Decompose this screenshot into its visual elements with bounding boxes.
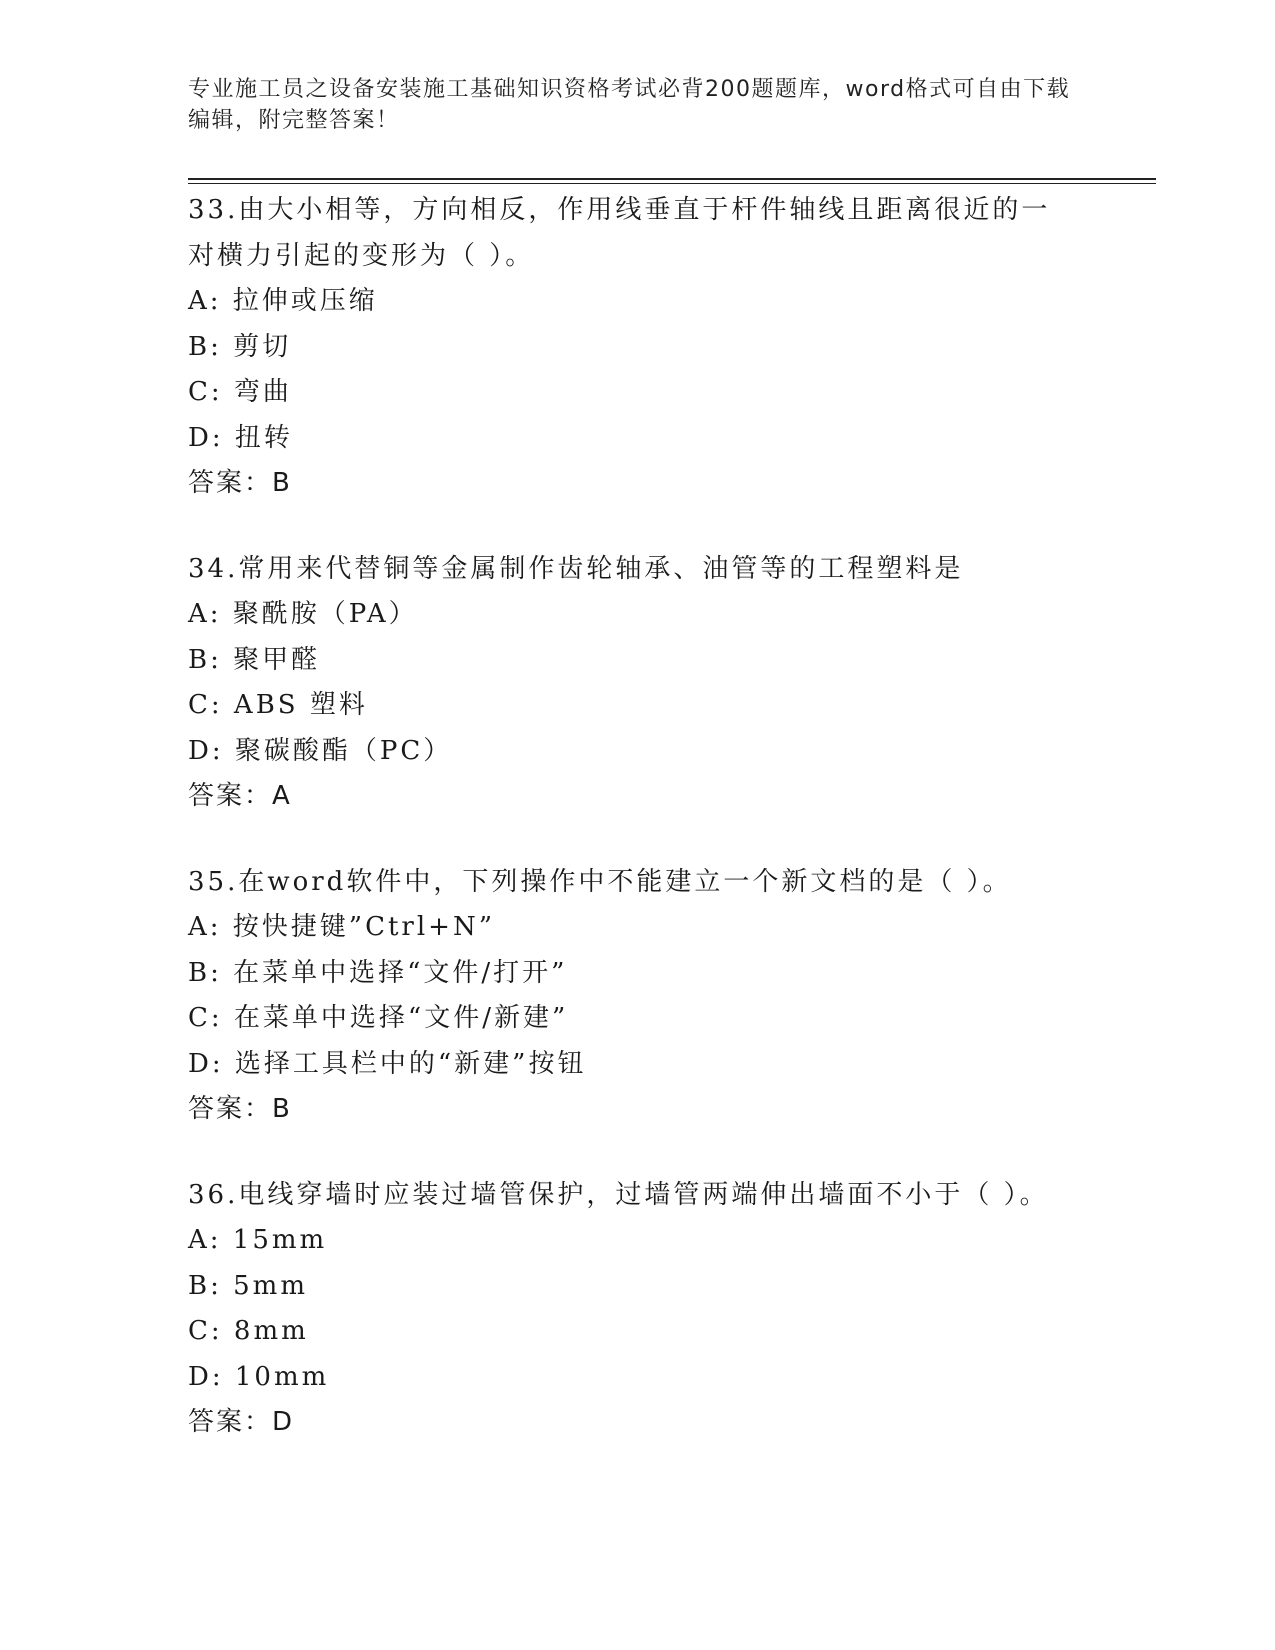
question-item <box>188 860 1088 1133</box>
question-stem: 36.电线穿墙时应装过墙管保护，过墙管两端伸出墙面不小于（ ）。 <box>188 1179 1049 1210</box>
document-header: 专业施工员之设备安装施工基础知识资格考试必背200题题库，word格式可自由下载编辑，附完整答案！ <box>188 77 1071 133</box>
option-c: C: 8mm <box>188 1316 309 1346</box>
option-c: C: 弯曲 <box>188 377 292 407</box>
option-d: D: 选择工具栏中的“新建”按钮 <box>188 1048 587 1079</box>
question-item <box>188 547 1088 820</box>
option-d: D: 聚碳酸酯（PC） <box>188 735 453 766</box>
option-c: C: 在菜单中选择“文件/新建” <box>188 1003 569 1033</box>
option-a: A: 聚酰胺（PA） <box>188 599 418 629</box>
question-item <box>188 188 1088 507</box>
option-a: A: 15mm <box>188 1225 328 1255</box>
option-b: B: 在菜单中选择“文件/打开” <box>188 957 568 988</box>
question-stem: 33.由大小相等，方向相反，作用线垂直于杆件轴线且距离很近的一对横力引起的变形为（ ）。 <box>188 195 1051 271</box>
header-divider-thin <box>188 183 1156 184</box>
option-c: C: ABS 塑料 <box>188 690 368 720</box>
header-divider-thick <box>188 178 1156 180</box>
question-stem: 34.常用来代替铜等金属制作齿轮轴承、油管等的工程塑料是 <box>188 553 964 584</box>
answer-line: 答案：B <box>188 468 292 498</box>
option-d: D: 10mm <box>188 1361 330 1392</box>
question-list <box>188 188 1088 1486</box>
option-b: B: 剪切 <box>188 331 292 362</box>
option-b: B: 聚甲醛 <box>188 644 321 675</box>
option-b: B: 5mm <box>188 1270 308 1301</box>
option-d: D: 扭转 <box>188 422 293 453</box>
option-a: A: 按快捷键”Ctrl+N” <box>188 912 496 942</box>
question-item <box>188 1173 1088 1446</box>
question-stem: 35.在word软件中，下列操作中不能建立一个新文档的是（ ）。 <box>188 866 1012 897</box>
answer-line: 答案：D <box>188 1407 295 1437</box>
answer-line: 答案：A <box>188 781 292 811</box>
option-a: A: 拉伸或压缩 <box>188 286 378 316</box>
answer-line: 答案：B <box>188 1094 292 1124</box>
